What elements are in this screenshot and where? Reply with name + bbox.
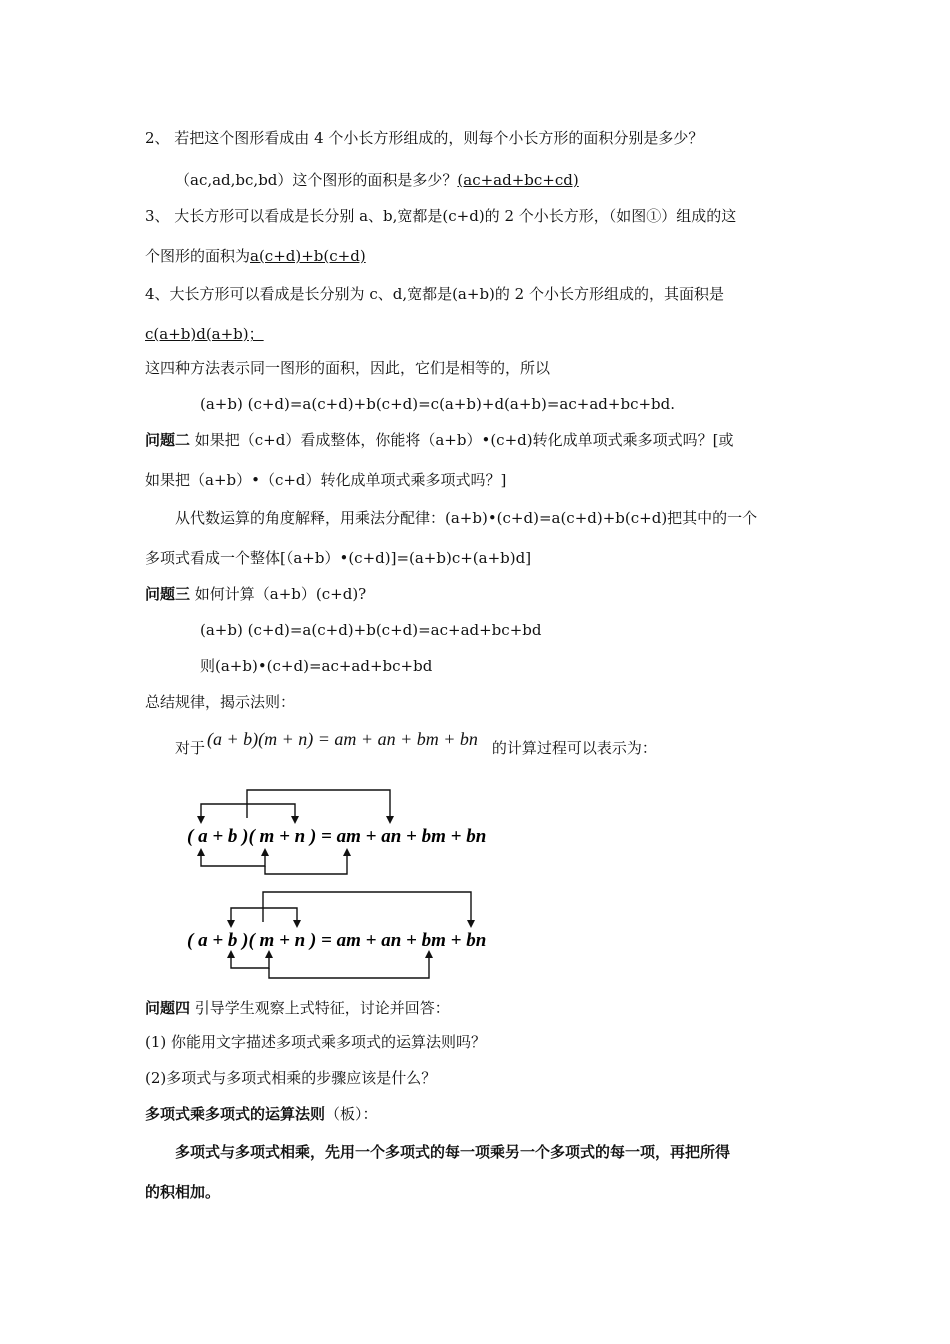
problem-4 <box>145 998 450 1018</box>
question-4-answer: c(a+b)d(a+b)； <box>145 325 264 343</box>
problem-4-text: 引导学生观察上式特征，讨论并回答： <box>190 999 450 1017</box>
explanation: 从代数运算的角度解释，用乘法分配律：(a+b)•(c+d)=a(c+d)+b(c+d)把其中的一个 <box>175 509 758 527</box>
four-methods-text: 这四种方法表示同一图形的面积，因此，它们是相等的，所以 <box>145 359 551 377</box>
equation-1: (a+b) (c+d)=a(c+d)+b(c+d)=c(a+b)+d(a+b)=ac+ad+bc+bd. <box>200 395 676 413</box>
problem-4-q2: (2)多项式与多项式相乘的步骤应该是什么？ <box>145 1069 437 1087</box>
q3-underlined: a(c+d)+b(c+d) <box>250 247 366 265</box>
distribution-diagram-1 <box>185 784 495 884</box>
q3-prefix: 个图形的面积为 <box>145 247 251 265</box>
summary-text: 总结规律，揭示法则： <box>145 693 296 711</box>
answer-underlined: (ac+ad+bc+cd) <box>457 171 579 189</box>
formula-line <box>175 729 657 761</box>
distribution-diagram-2 <box>185 886 495 986</box>
problem-3-text: 如何计算（a+b）(c+d)? <box>190 585 367 603</box>
diagram-2-arrows <box>185 886 495 986</box>
problem-2-text: 如果把（c+d）看成整体，你能将（a+b）•(c+d)转化成单项式乘多项式吗？[或 <box>190 431 734 449</box>
diagram-1-equation: ( a + b )( m + n ) = am + an + bm + bn <box>187 826 487 847</box>
problem-3-label: 问题三 <box>145 585 191 603</box>
for-suffix: 的计算过程可以表示为： <box>491 739 657 757</box>
rule-title-bold: 多项式乘多项式的运算法则 <box>145 1105 326 1123</box>
problem-3-eq2: 则(a+b)•(c+d)=ac+ad+bc+bd <box>200 657 433 675</box>
problem-2-cont: 如果把（a+b）•（c+d）转化成单项式乘多项式吗？] <box>145 471 507 489</box>
rule-board: （板）： <box>325 1105 378 1123</box>
question-3: 3、 大长方形可以看成是长分别 a、b,宽都是(c+d)的 2 个小长方形，（如图①）组成的这 <box>145 207 737 225</box>
answer-prefix: （ac,ad,bc,bd）这个图形的面积是多少？ <box>175 171 458 189</box>
for-prefix: 对于 <box>175 739 206 757</box>
diagram-2-equation: ( a + b )( m + n ) = am + an + bm + bn <box>187 930 487 951</box>
explanation-cont: 多项式看成一个整体[（a+b）•(c+d)]=(a+b)c+(a+b)d] <box>145 549 532 567</box>
problem-4-label: 问题四 <box>145 999 191 1017</box>
problem-4-q1: (1) 你能用文字描述多项式乘多项式的运算法则吗？ <box>145 1033 487 1051</box>
problem-2 <box>145 430 733 450</box>
problem-2-label: 问题二 <box>145 431 191 449</box>
diagram-1-arrows <box>185 784 495 884</box>
problem-3-eq1: (a+b) (c+d)=a(c+d)+b(c+d)=ac+ad+bc+bd <box>200 621 542 639</box>
rule-text: 多项式与多项式相乘，先用一个多项式的每一项乘另一个多项式的每一项，再把所得 <box>175 1143 731 1161</box>
rule-title <box>145 1104 378 1124</box>
question-2-answer <box>175 170 579 190</box>
question-3-cont <box>145 246 366 266</box>
formula-image-text: (a + b)(m + n) = am + an + bm + bn <box>207 729 478 749</box>
question-2: 2、 若把这个图形看成由 4 个小长方形组成的，则每个小长方形的面积分别是多少？ <box>145 129 704 147</box>
question-4: 4、大长方形可以看成是长分别为 c、d,宽都是(a+b)的 2 个小长方形组成的，其面积是 <box>145 285 724 303</box>
rule-text-cont: 的积相加。 <box>145 1183 221 1201</box>
problem-3 <box>145 584 366 604</box>
